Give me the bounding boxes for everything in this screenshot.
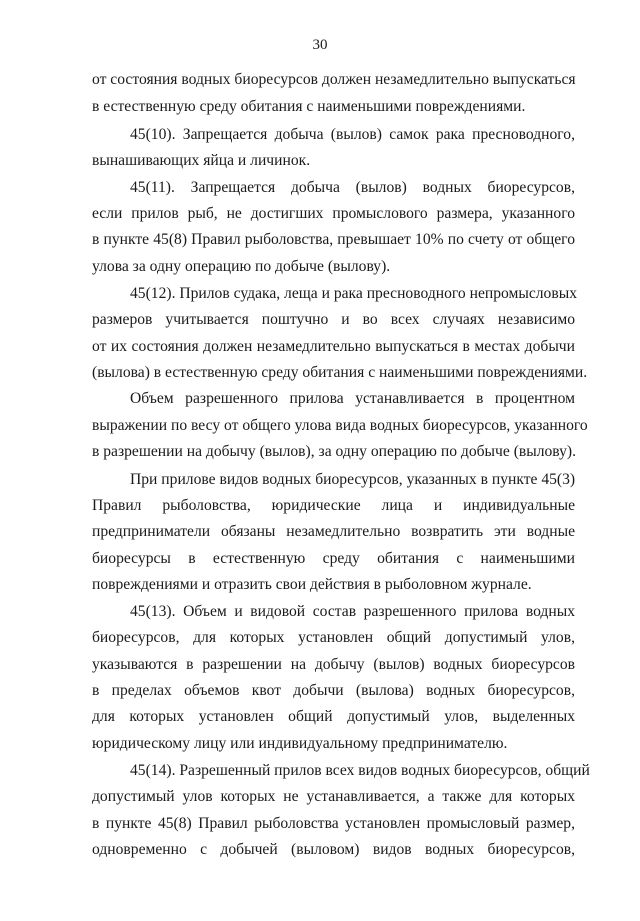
- text-line: юридическому лицу или индивидуальному предпринимателю.: [92, 735, 508, 752]
- text-line: в естественную среду обитания с наименьшими повреждениями.: [92, 98, 526, 115]
- text-line: в разрешении на добычу (вылов), за одну операцию по добыче (вылову).: [92, 443, 577, 460]
- text-line: одновременно с добычей (выловом) видов водных биоресурсов,: [92, 841, 575, 858]
- paragraph-start-line: Объем разрешенного прилова устанавливается в процентном: [130, 390, 575, 407]
- text-line: для которых установлен общий допустимый улов, выделенных: [92, 708, 575, 725]
- text-line: биоресурсов, для которых установлен общий допустимый улов,: [92, 629, 575, 646]
- page-number: 30: [312, 37, 328, 53]
- text-line: от их состояния должен незамедлительно выпускаться в местах добычи: [92, 338, 575, 355]
- paragraph-start-line: 45(10). Запрещается добыча (вылов) самок рака пресноводного,: [130, 126, 575, 143]
- text-line: предприниматели обязаны незамедлительно возвратить эти водные: [92, 523, 575, 540]
- text-line: вынашивающих яйца и личинок.: [92, 152, 311, 169]
- text-line: биоресурсы в естественную среду обитания с наименьшими: [92, 550, 575, 567]
- text-line: если прилов рыб, не достигших промыслового размера, указанного: [92, 205, 575, 222]
- paragraph-start-line: 45(12). Прилов судака, леща и рака пресноводного непромысловых: [130, 285, 577, 302]
- text-line: в пункте 45(8) Правил рыболовства установлен промысловый размер,: [92, 815, 575, 832]
- text-line: указываются в разрешении на добычу (вылов) водных биоресурсов: [92, 656, 575, 673]
- text-line: размеров учитывается поштучно и во всех случаях независимо: [92, 311, 575, 328]
- text-line: от состояния водных биоресурсов должен незамедлительно выпускаться: [92, 71, 576, 88]
- text-line: выражении по весу от общего улова вида водных биоресурсов, указанного: [92, 417, 588, 434]
- text-line: (вылова) в естественную среду обитания с наименьшими повреждениями.: [92, 364, 588, 381]
- text-line: улова за одну операцию по добыче (вылову).: [92, 258, 391, 275]
- paragraph-start-line: 45(13). Объем и видовой состав разрешенного прилова водных: [130, 603, 575, 620]
- paragraph-start-line: При прилове видов водных биоресурсов, указанных в пункте 45(3): [130, 471, 576, 488]
- text-line: допустимый улов которых не устанавливается, а также для которых: [92, 788, 575, 805]
- paragraph-start-line: 45(14). Разрешенный прилов всех видов водных биоресурсов, общий: [130, 762, 590, 779]
- text-line: в пункте 45(8) Правил рыболовства, превышает 10% по счету от общего: [92, 231, 575, 248]
- text-line: в пределах объемов квот добычи (вылова) водных биоресурсов,: [92, 682, 575, 699]
- paragraph-start-line: 45(11). Запрещается добыча (вылов) водных биоресурсов,: [130, 179, 575, 196]
- text-line: повреждениями и отразить свои действия в рыболовном журнале.: [92, 576, 532, 593]
- text-line: Правил рыболовства, юридические лица и индивидуальные: [92, 497, 575, 514]
